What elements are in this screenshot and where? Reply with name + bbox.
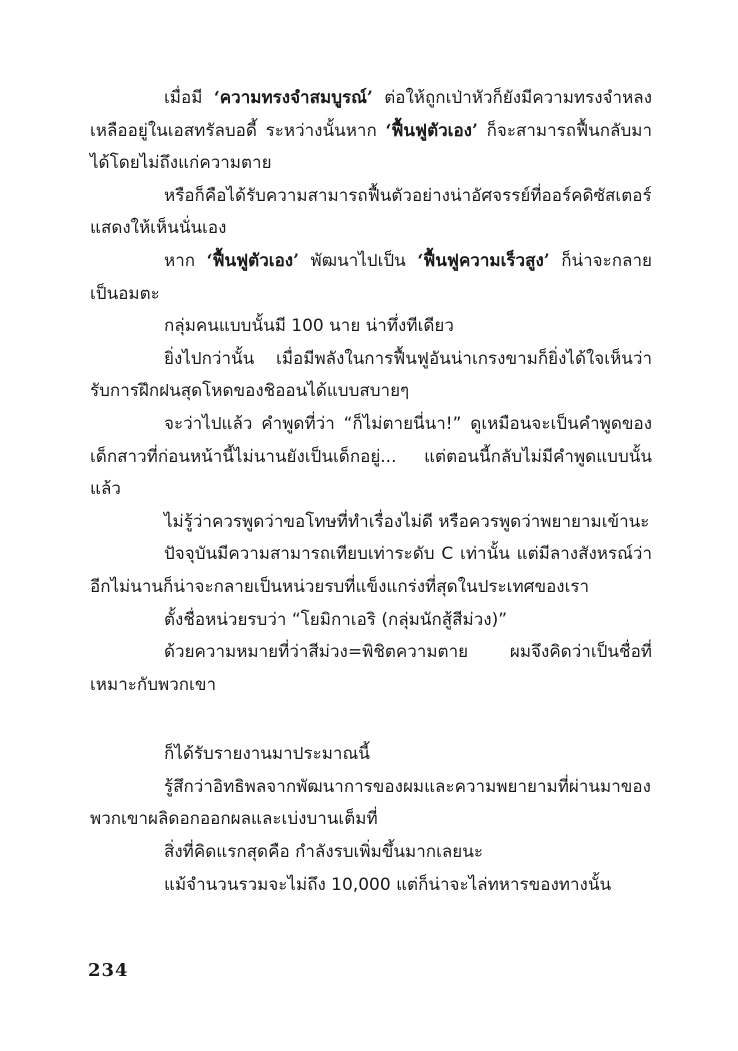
text-span: หาก (164, 250, 207, 271)
paragraph-3 (90, 245, 652, 310)
paragraph-7 (90, 506, 652, 539)
paragraph-12 (90, 771, 652, 836)
text-span: พัฒนาไปเป็น (299, 250, 418, 271)
paragraph-1 (90, 82, 652, 180)
text-span: ด้วยความหมายที่ว่าสีม่วง=พิชิตความตาย ผมจึงคิดว่าเป็นชื่อที่เหมาะกับพวกเขา (90, 642, 652, 695)
paragraph-6 (90, 408, 652, 506)
paragraph-9 (90, 604, 652, 637)
text-span: ปัจจุบันมีความสามารถเทียบเท่าระดับ C เท่านั้น แต่มีลางสังหรณ์ว่าอีกไม่นานก็น่าจะกลายเป็นหน่วยรบที่แข็งแกร่งที่สุดในประเทศของเรา (90, 544, 652, 597)
paragraph-5 (90, 343, 652, 408)
paragraph-10 (90, 636, 652, 701)
text-span: สิ่งที่คิดแรกสุดคือ กำลังรบเพิ่มขึ้นมากเลยนะ (164, 842, 484, 863)
text-span: ยิ่งไปกว่านั้น เมื่อมีพลังในการฟื้นฟูอันน่าเกรงขามก็ยิ่งได้ใจเห็นว่ารับการฝึกฝนสุดโหดของชิออนได้แบบสบายๆ (90, 348, 652, 402)
body-text (90, 82, 652, 901)
paragraph-4 (90, 310, 652, 343)
bold-term: ‘ฟื้นฟูตัวเอง’ (385, 120, 478, 141)
text-span: ไม่รู้ว่าควรพูดว่าขอโทษที่ทำเรื่องไม่ดี หรือควรพูดว่าพยายามเข้านะ (164, 511, 650, 532)
text-span: รู้สึกว่าอิทธิพลจากพัฒนาการของผมและความพยายามที่ผ่านมาของพวกเขาผลิดอกออกผลและเบ่งบานเต็มที่ (90, 776, 651, 830)
text-span: ก็น่าจะกลายเป็นอมตะ (90, 250, 652, 304)
paragraph-2 (90, 180, 652, 245)
paragraph-11 (90, 738, 652, 771)
text-span: แม้จำนวนรวมจะไม่ถึง 10,000 แต่ก็น่าจะไล่ทหารของทางนั้น (164, 874, 612, 895)
text-span: ตั้งชื่อหน่วยรบว่า “โยมิกาเอริ (กลุ่มนักสู้สีม่วง)” (164, 609, 508, 630)
text-span: หรือก็คือได้รับความสามารถฟื้นตัวอย่างน่าอัศจรรย์ที่ออร์คดิซัสเตอร์แสดงให้เห็นนั่นเอง (90, 185, 652, 239)
paragraph-8 (90, 538, 652, 603)
text-span: กลุ่มคนแบบนั้นมี 100 นาย น่าทึ่งทีเดียว (164, 316, 454, 337)
bold-term: ‘ฟื้นฟูตัวเอง’ (206, 250, 299, 271)
text-span: ต่อให้ถูกเป่าหัวก็ยังมีความทรงจำหลงเหลืออยู่ในเอสทรัลบอดี้ ระหว่างนั้นหาก (90, 88, 652, 141)
text-span: เมื่อมี (164, 88, 214, 108)
paragraph-13 (90, 836, 652, 869)
text-span: ก็จะสามารถฟื้นกลับมาได้โดยไม่ถึงแก่ความตาย (90, 120, 652, 174)
paragraph-14 (90, 869, 652, 902)
page-number: 234 (88, 960, 129, 981)
text-span: จะว่าไปแล้ว คำพูดที่ว่า “ก็ไม่ตายนี่นา!” ดูเหมือนจะเป็นคำพูดของเด็กสาวที่ก่อนหน้านี้ไม่นานยังเป็นเด็กอยู่... แต่ตอนนี้กลับไม่มีคำพูดแบบนั้นแล้ว (90, 413, 652, 500)
section-gap (90, 701, 652, 738)
bold-term: ‘ฟื้นฟูความเร็วสูง’ (417, 250, 550, 271)
bold-term: ‘ความทรงจำสมบูรณ์’ (213, 88, 373, 108)
text-span: ก็ได้รับรายงานมาประมาณนี้ (164, 744, 370, 765)
